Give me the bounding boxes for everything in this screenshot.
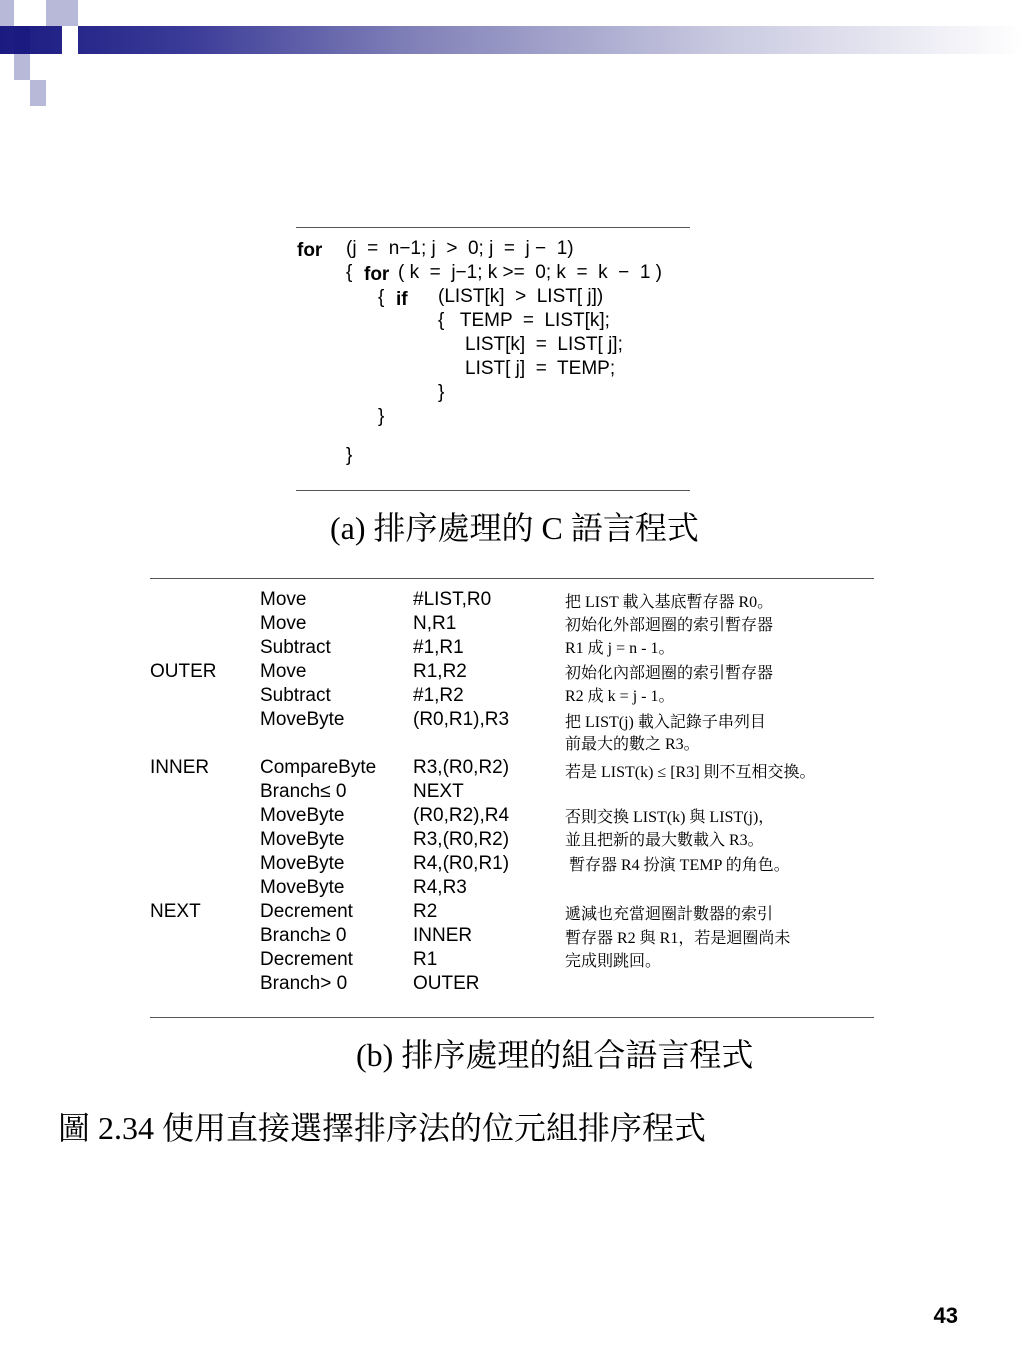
caption-a: (a) 排序處理的 C 語言程式 <box>330 510 699 546</box>
asm-label: INNER <box>150 757 210 778</box>
asm-operands: NEXT <box>413 781 464 802</box>
asm-comment: 暫存器 R4 扮演 TEMP 的角色。 <box>565 857 790 874</box>
decor-square <box>14 54 30 80</box>
top-rule-a <box>296 227 690 228</box>
asm-opcode: Branch≥ 0 <box>260 925 347 946</box>
asm-comment: 把 LIST(j) 載入記錄子串列目 <box>565 714 766 731</box>
asm-opcode: Decrement <box>260 949 353 970</box>
top-rule-b <box>150 578 874 579</box>
header-banner <box>0 26 1024 54</box>
decor-square <box>30 0 46 26</box>
keyword-for: for <box>297 240 323 261</box>
asm-opcode: Branch≤ 0 <box>260 781 347 802</box>
code-line: } <box>438 382 445 403</box>
asm-comment: R2 成 k = j - 1。 <box>565 688 675 705</box>
asm-opcode: Move <box>260 589 307 610</box>
asm-opcode: Subtract <box>260 685 331 706</box>
code-line: (j = n−1; j > 0; j = j − 1) <box>346 238 574 259</box>
code-line: (LIST[k] > LIST[ j]) <box>438 286 604 307</box>
code-line: } <box>378 406 385 427</box>
asm-opcode: Move <box>260 613 307 634</box>
asm-opcode: MoveByte <box>260 829 345 850</box>
asm-comment: 暫存器 R2 與 R1，若是迴圈尚未 <box>565 930 791 947</box>
asm-operands: R4,(R0,R1) <box>413 853 510 874</box>
asm-label: OUTER <box>150 661 217 682</box>
caption-b: (b) 排序處理的組合語言程式 <box>356 1037 754 1073</box>
asm-operands: #LIST,R0 <box>413 589 492 610</box>
asm-comment: 若是 LIST(k) ≤ [R3] 則不互相交換。 <box>565 764 816 781</box>
asm-operands: INNER <box>413 925 473 946</box>
decor-square <box>46 54 62 80</box>
asm-opcode: CompareByte <box>260 757 377 778</box>
code-line: { TEMP = LIST[k]; <box>438 310 610 331</box>
code-line: ( k = j−1; k >= 0; k = k − 1 ) <box>398 262 663 283</box>
code-line: LIST[ j] = TEMP; <box>465 358 616 379</box>
asm-comment: R1 成 j = n - 1。 <box>565 640 675 657</box>
asm-comment: 初始化內部迴圈的索引暫存器 <box>565 665 774 682</box>
decor-square <box>14 26 30 54</box>
decor-square <box>62 26 78 54</box>
asm-comment: 完成則跳回。 <box>565 953 662 970</box>
asm-opcode: Subtract <box>260 637 331 658</box>
bottom-rule-b <box>150 1017 874 1018</box>
asm-comment: 初始化外部迴圈的索引暫存器 <box>565 617 774 634</box>
decor-square <box>30 80 46 106</box>
asm-comment: 把 LIST 載入基底暫存器 R0。 <box>565 594 774 611</box>
asm-comment: 遞減也充當迴圈計數器的索引 <box>565 906 774 923</box>
asm-operands: OUTER <box>413 973 480 994</box>
decor-square <box>0 0 14 26</box>
decor-square <box>0 54 14 80</box>
keyword-if: if <box>396 289 408 310</box>
asm-operands: R1,R2 <box>413 661 467 682</box>
page-number: 43 <box>933 1303 958 1328</box>
asm-operands: (R0,R1),R3 <box>413 709 510 730</box>
asm-operands: #1,R2 <box>413 685 464 706</box>
code-line: { <box>378 287 395 308</box>
asm-operands: R2 <box>413 901 438 922</box>
asm-operands: R3,(R0,R2) <box>413 757 510 778</box>
keyword-for: for <box>364 264 390 285</box>
bottom-rule-a <box>296 490 690 491</box>
asm-operands: (R0,R2),R4 <box>413 805 510 826</box>
asm-comment: 並且把新的最大數載入 R3。 <box>565 832 764 849</box>
asm-operands: R4,R3 <box>413 877 467 898</box>
asm-operands: N,R1 <box>413 613 457 634</box>
asm-opcode: MoveByte <box>260 853 345 874</box>
asm-comment: 前最大的數之 R3。 <box>565 736 700 753</box>
decor-square <box>62 0 78 26</box>
asm-operands: #1,R1 <box>413 637 464 658</box>
decor-square <box>46 0 62 26</box>
asm-opcode: MoveByte <box>260 877 345 898</box>
figure-caption: 圖 2.34 使用直接選擇排序法的位元組排序程式 <box>58 1110 707 1146</box>
asm-opcode: MoveByte <box>260 709 345 730</box>
asm-opcode: MoveByte <box>260 805 345 826</box>
asm-opcode: Branch> 0 <box>260 973 348 994</box>
asm-label: NEXT <box>150 901 201 922</box>
asm-operands: R3,(R0,R2) <box>413 829 510 850</box>
code-line: LIST[k] = LIST[ j]; <box>465 334 623 355</box>
code-line: } <box>346 445 353 466</box>
code-line: { <box>346 262 363 283</box>
asm-operands: R1 <box>413 949 438 970</box>
asm-opcode: Decrement <box>260 901 353 922</box>
asm-comment: 否則交換 LIST(k) 與 LIST(j)， <box>565 809 775 826</box>
asm-opcode: Move <box>260 661 307 682</box>
